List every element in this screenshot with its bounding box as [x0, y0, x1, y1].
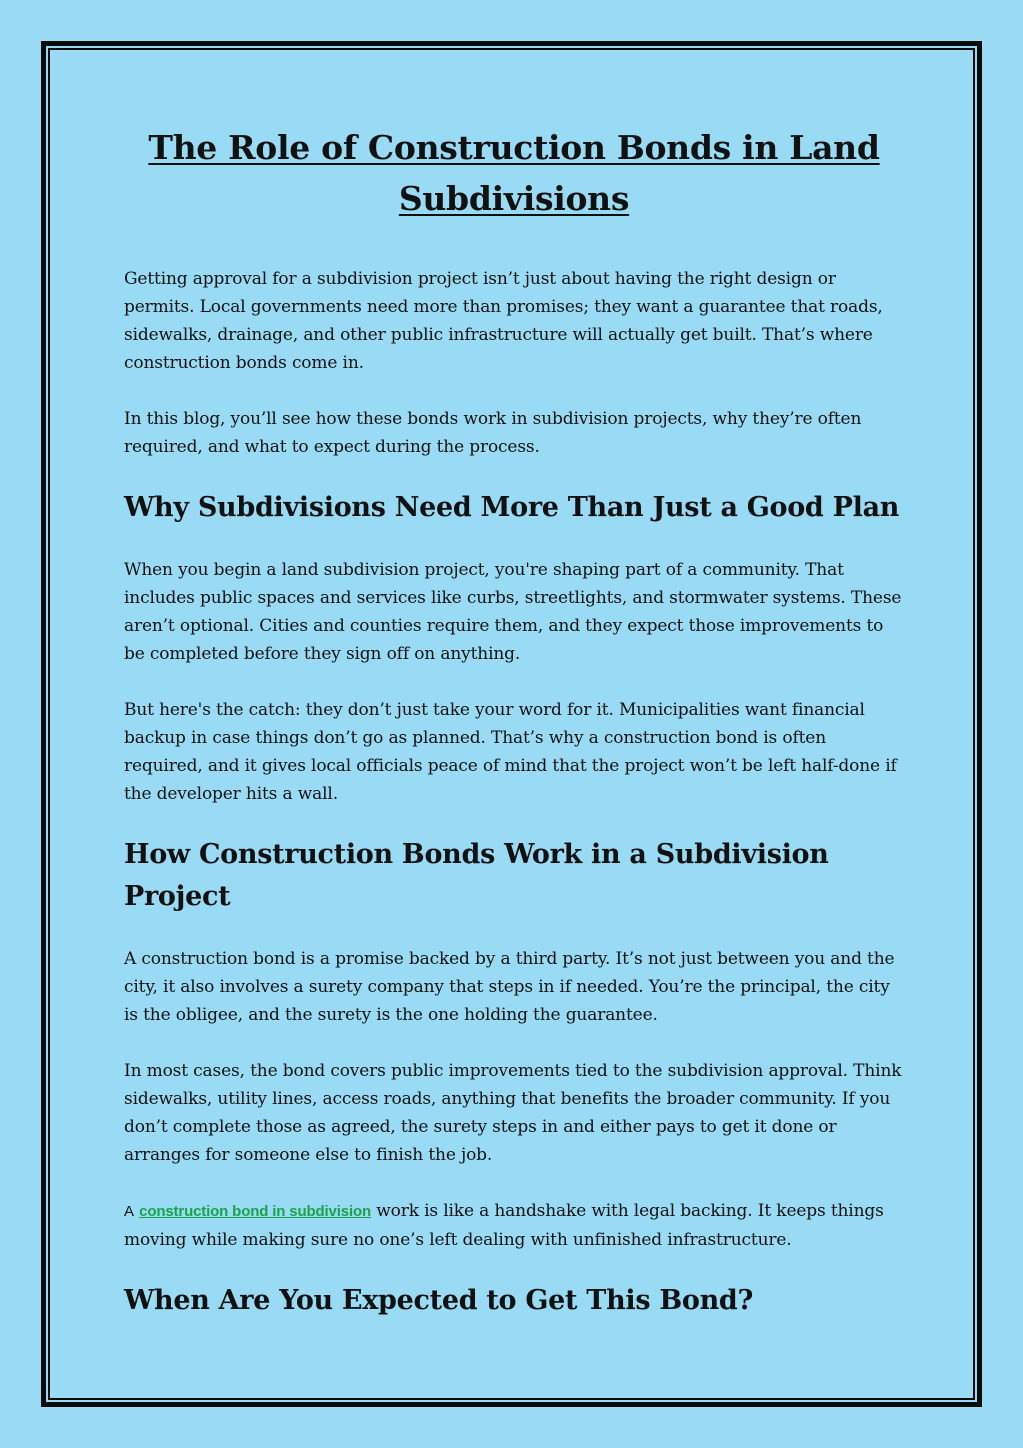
document-body [124, 122, 904, 1322]
intro-paragraph-2: In this blog, you’ll see how these bonds work in subdivision projects, why they’re often required, and what to expect during the process. [124, 409, 862, 457]
section-1-paragraph-2: But here's the catch: they don’t just take your word for it. Municipalities want financial backup in case things don’t go as planned. That’s why a construction bond is often required, and it gives local officials peace of mind that the project won’t be left half-done if the developer hits a wall. [124, 700, 897, 804]
section-heading-why-subdivisions: Why Subdivisions Need More Than Just a Good Plan [124, 492, 900, 523]
section-1-paragraph-1: When you begin a land subdivision project, you're shaping part of a community. That includes public spaces and services like curbs, streetlights, and stormwater systems. These aren’t optional. Cities and counties require them, and they expect those improvements to be completed before they sign off on anything. [124, 560, 902, 664]
section-2-paragraph-2: In most cases, the bond covers public improvements tied to the subdivision approval. Think sidewalks, utility lines, access roads, anything that benefits the broader community. If you don’t complete those as agreed, the surety steps in and either pays to get it done or arranges for someone else to finish the job. [124, 1061, 902, 1165]
section-heading-how-bonds-work: How Construction Bonds Work in a Subdivision Project [124, 839, 829, 912]
section-2-paragraph-1: A construction bond is a promise backed by a third party. It’s not just between you and the city, it also involves a surety company that steps in if needed. You’re the principal, the city is the obligee, and the surety is the one holding the guarantee. [124, 949, 895, 1025]
document-title: The Role of Construction Bonds in Land Subdivisions [148, 128, 880, 218]
section-2-link-paragraph [124, 1197, 904, 1254]
section-heading-when-expected: When Are You Expected to Get This Bond? [124, 1285, 754, 1316]
link-paragraph-suffix: work is like a handshake with legal backing. It keeps things moving while making sure no one’s left dealing with unfinished infrastructure. [124, 1201, 884, 1250]
link-paragraph-prefix: A [124, 1203, 134, 1220]
intro-paragraph-1: Getting approval for a subdivision project isn’t just about having the right design or permits. Local governments need more than promises; they want a guarantee that roads, sidewalks, drainage, and other public infrastructure will actually get built. That’s where construction bonds come in. [124, 269, 883, 373]
construction-bond-link[interactable]: construction bond in subdivision [139, 1203, 371, 1220]
